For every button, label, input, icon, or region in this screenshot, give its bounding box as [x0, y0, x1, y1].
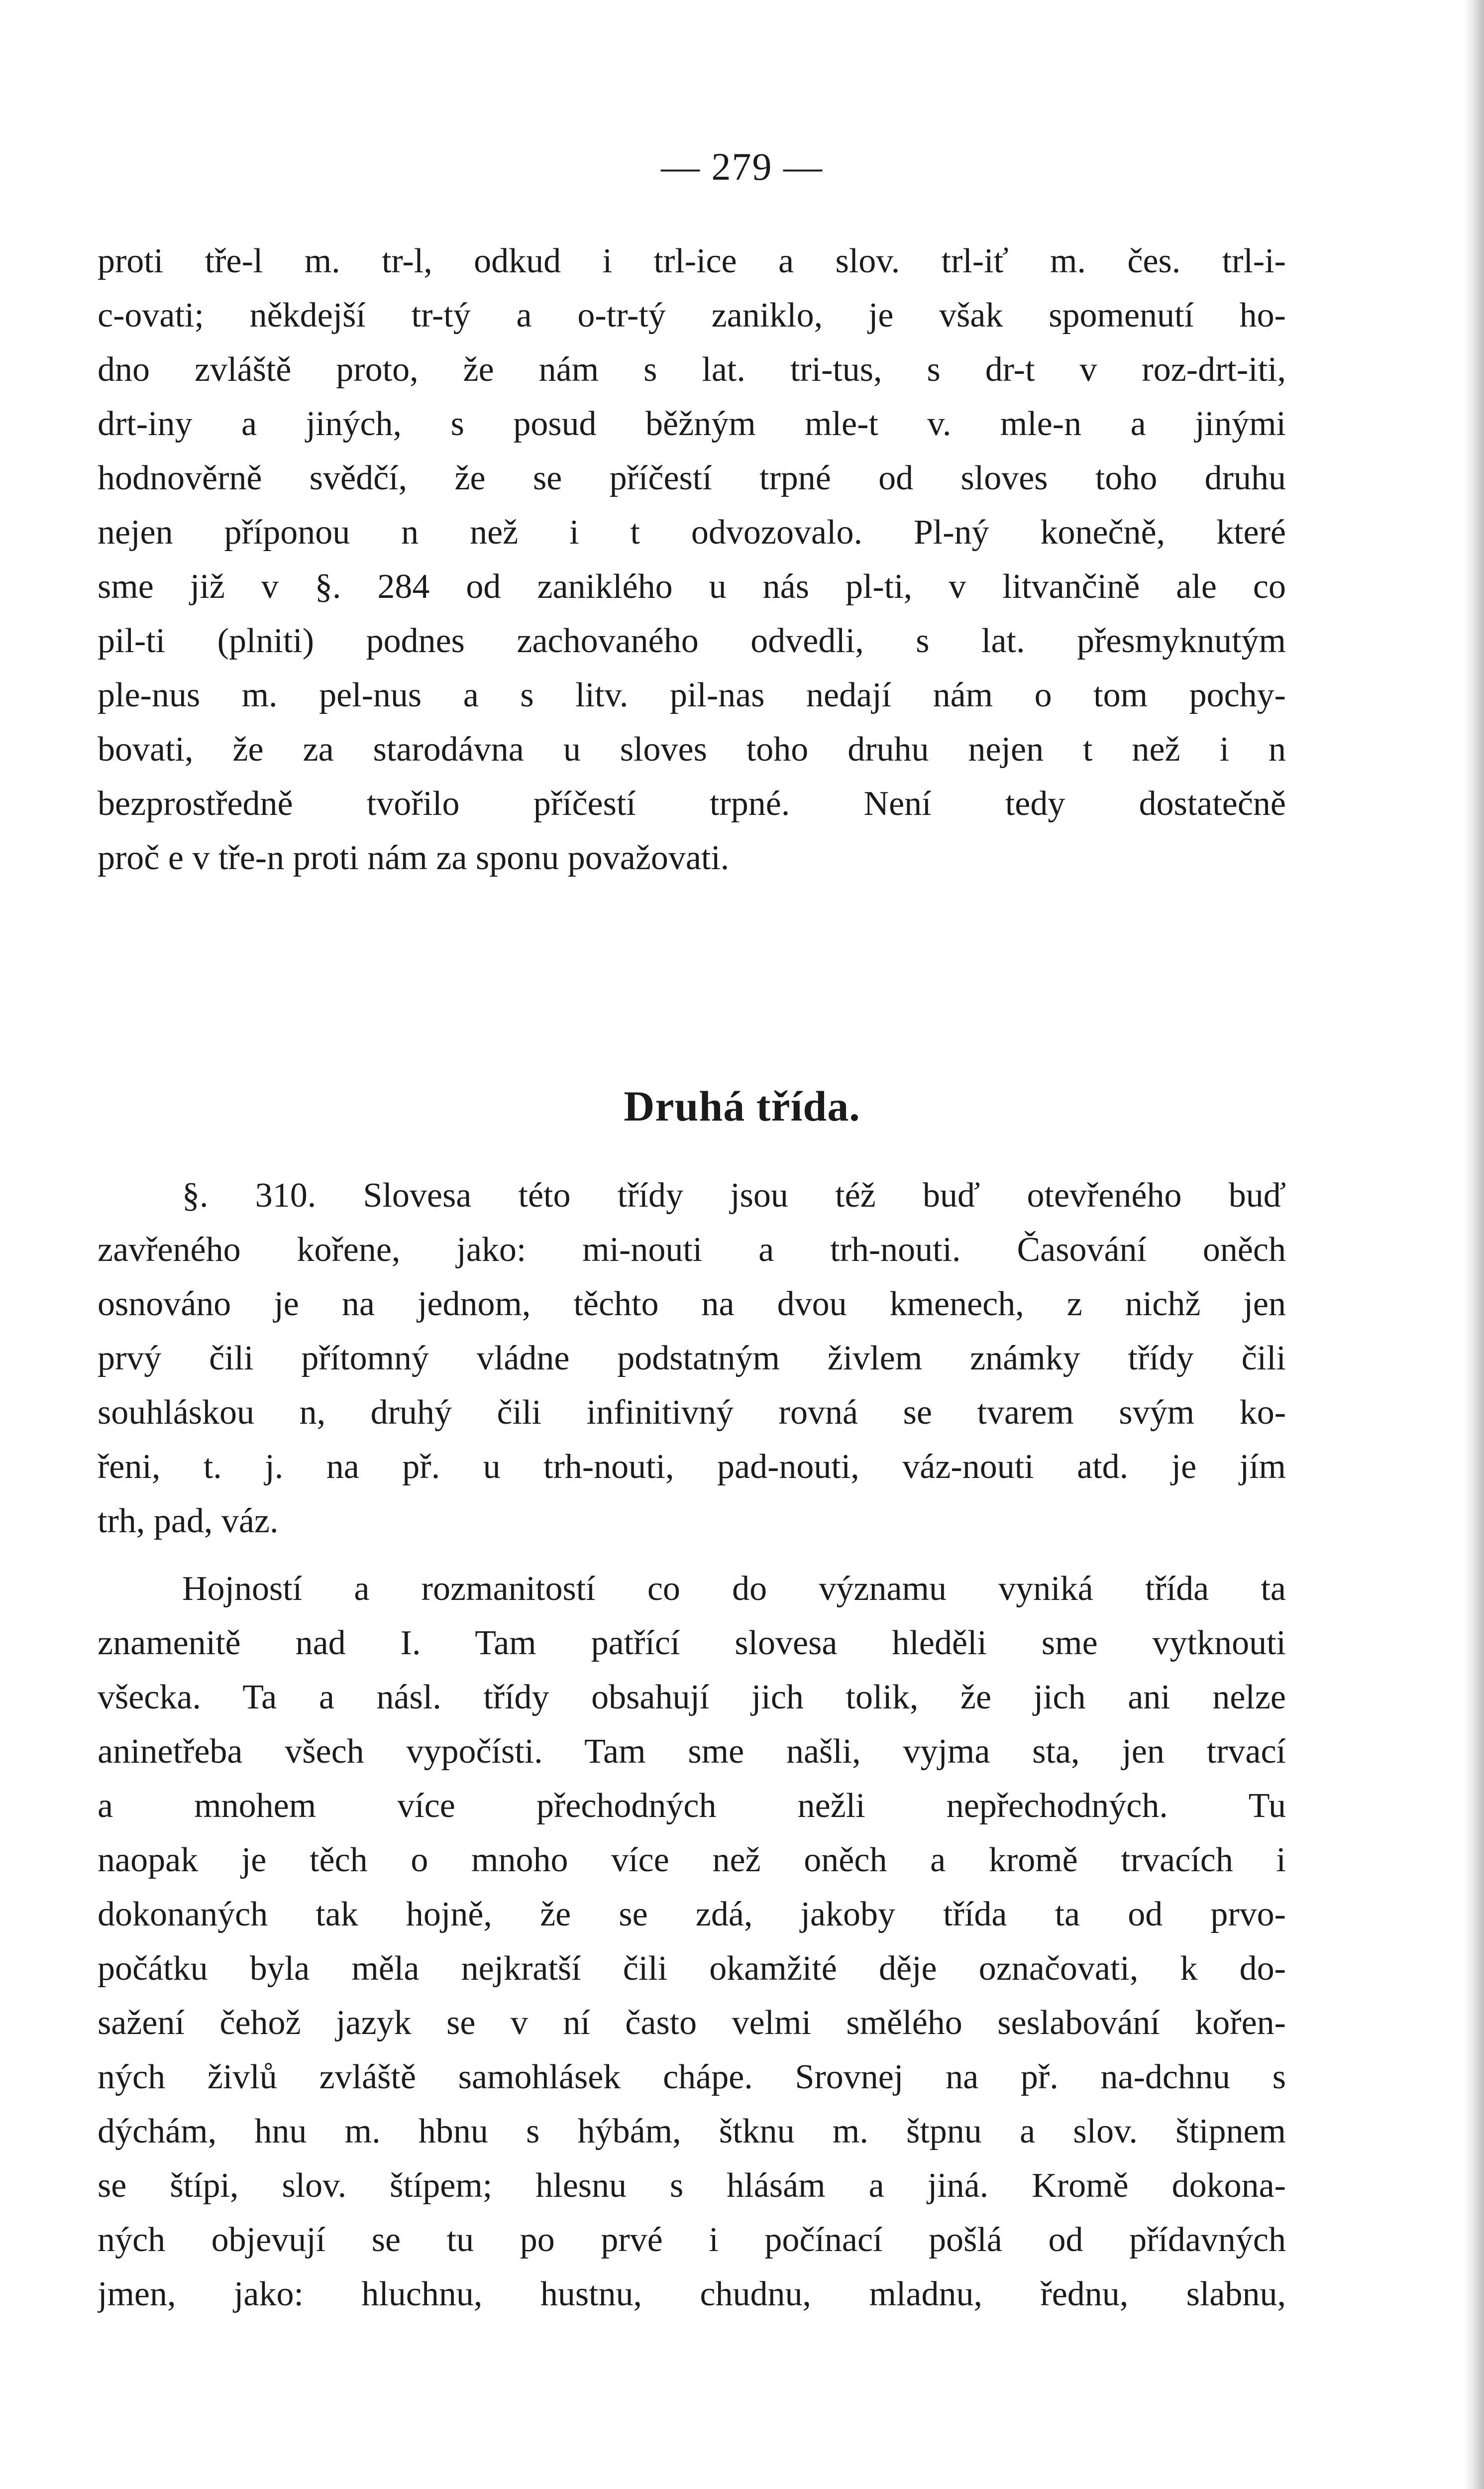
text-line: c-ovati; někdejší tr-tý a o-tr-tý zaniklo, je však spomenutí ho- [98, 296, 1286, 335]
text-line: znamenitě nad I. Tam patřící slovesa hleděli sme vytknouti [98, 1624, 1286, 1662]
text-line: osnováno je na jednom, těchto na dvou kmenech, z nichž jen [98, 1285, 1286, 1323]
text-line: pil-ti (plniti) podnes zachovaného odvedli, s lat. přesmyknutým [98, 622, 1286, 660]
text-line: dýchám, hnu m. hbnu s hýbám, štknu m. štpnu a slov. štipnem [98, 2112, 1286, 2150]
text-line: sažení čehož jazyk se v ní často velmi smělého seslabování kořen- [98, 2004, 1286, 2042]
text-line: §. 310. Slovesa této třídy jsou též buď otevřeného buď [182, 1176, 1286, 1215]
scan-edge [1464, 0, 1484, 2489]
text-line: proti tře-l m. tr-l, odkud i trl-ice a slov. trl-iť m. čes. trl-i- [98, 242, 1286, 280]
text-line: souhláskou n, druhý čili infinitivný rovná se tvarem svým ko- [98, 1393, 1286, 1432]
paragraph-1 [98, 234, 1286, 885]
text-line: prvý čili přítomný vládne podstatným živlem známky třídy čili [98, 1339, 1286, 1377]
text-line: aninetřeba všech vypočísti. Tam sme našli, vyjma sta, jen trvací [98, 1732, 1286, 1771]
section-heading: Druhá třída. [624, 1082, 860, 1130]
text-line: hodnověrně svědčí, že se příčestí trpné od sloves toho druhu [98, 459, 1286, 497]
paragraph-3 [98, 1562, 1286, 2321]
text-line: bovati, že za starodávna u sloves toho druhu nejen t než i n [98, 730, 1286, 769]
page-number: — 279 — [661, 145, 823, 188]
text-line: nejen příponou n než i t odvozovalo. Pl-ný konečně, které [98, 513, 1286, 552]
text-line: a mnohem více přechodných nežli nepřechodných. Tu [98, 1787, 1286, 1825]
text-line: dokonaných tak hojně, že se zdá, jakoby třída ta od prvo- [98, 1895, 1286, 1933]
text-line: ple-nus m. pel-nus a s litv. pil-nas nedají nám o tom pochy- [98, 676, 1286, 714]
text-line: dno zvláště proto, že nám s lat. tri-tus, s dr-t v roz-drt-iti, [98, 350, 1286, 389]
text-line: drt-iny a jiných, s posud běžným mle-t v. mle-n a jinými [98, 405, 1286, 443]
text-line: všecka. Ta a násl. třídy obsahují jich tolik, že jich ani nelze [98, 1678, 1286, 1716]
text-line: se štípi, slov. štípem; hlesnu s hlásám a jiná. Kromě dokona- [98, 2166, 1286, 2205]
text-line: počátku byla měla nejkratší čili okamžité děje označovati, k do- [98, 1949, 1286, 1988]
paragraph-2 [98, 1168, 1286, 1548]
text-line: řeni, t. j. na př. u trh-nouti, pad-nouti, váz-nouti atd. je jím [98, 1448, 1286, 1486]
text-line: Hojností a rozmanitostí co do významu vyniká třída ta [182, 1570, 1286, 1608]
text-line: bezprostředně tvořilo příčestí trpné. Není tedy dostatečně [98, 785, 1286, 823]
text-line: proč e v tře-n proti nám za sponu považovati. [98, 839, 730, 877]
text-line: naopak je těch o mnoho více než oněch a kromě trvacích i [98, 1841, 1286, 1879]
text-line: trh, pad, váz. [98, 1502, 279, 1540]
text-line: jmen, jako: hluchnu, hustnu, chudnu, mladnu, řednu, slabnu, [98, 2275, 1286, 2313]
text-line: ných objevují se tu po prvé i počínací pošlá od přídavných [98, 2221, 1286, 2259]
text-line: ných živlů zvláště samohlásek chápe. Srovnej na př. na-dchnu s [98, 2058, 1286, 2096]
text-line: sme již v §. 284 od zaniklého u nás pl-ti, v litvančině ale co [98, 567, 1286, 606]
text-line: zavřeného kořene, jako: mi-nouti a trh-nouti. Časování oněch [98, 1231, 1286, 1269]
